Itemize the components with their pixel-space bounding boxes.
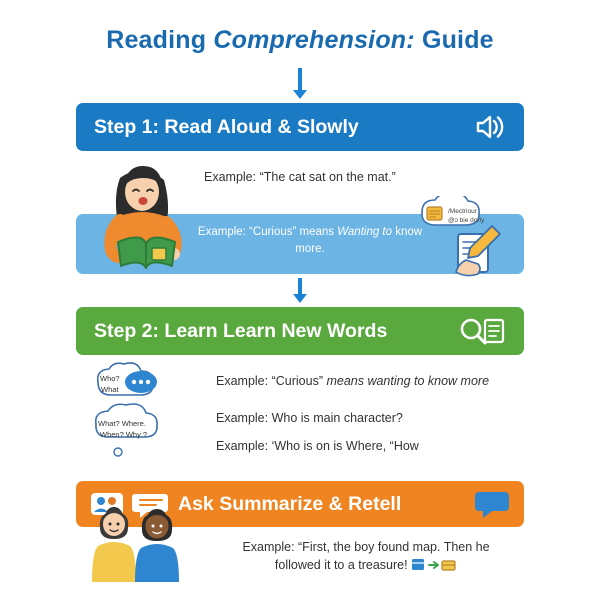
speech-bubble-icon (474, 489, 510, 519)
arrow-down-2 (293, 278, 307, 303)
step-3-example (216, 538, 516, 574)
step-1-example: Example: “The cat sat on the mat.” (204, 170, 396, 184)
kids-illustration (86, 498, 194, 584)
step-2-example-1 (216, 372, 489, 390)
step-2-bar[interactable] (76, 307, 524, 355)
magnifier-list-icon (458, 315, 506, 347)
notes-illustration (408, 196, 512, 282)
strip-text-suffix: know more. (295, 226, 423, 255)
arrow-down-1 (293, 68, 307, 99)
strip-text-italic: Wanting to (337, 226, 393, 238)
step-3-example-line-2 (216, 556, 516, 574)
step-2-label: Step 2: Learn Learn New Words (94, 319, 388, 342)
step-1-bar[interactable] (76, 103, 524, 151)
bubble-2-line-1: What? Where. (98, 419, 146, 428)
step-2-example-2: Example: Who is main character? (216, 411, 403, 425)
strip-text-prefix: Example: “Curious” means (197, 226, 338, 238)
step-2-example-3: Example: ‘Who is on is Where, “How (216, 439, 419, 453)
step-2-example-1-italic: means wanting to know more (326, 374, 490, 388)
title-part-3: Guide (414, 26, 494, 54)
step-1-label: Step 1: Read Aloud & Slowly (94, 115, 359, 138)
title-part-1: Reading (106, 26, 214, 54)
thought-bubbles-illustration (88, 362, 208, 462)
reader-illustration (92, 160, 202, 280)
step-2-example-1-prefix: Example: “Curious” (216, 374, 327, 388)
page-title (0, 26, 600, 55)
note-scribble-line-1: /Μeсtriоur (448, 208, 477, 215)
bubble-1-line-1: Who? (100, 374, 120, 383)
title-part-2: Comprehension: (213, 26, 415, 54)
bubble-2-line-2: When? Why ? (100, 430, 148, 439)
treasure-icons (411, 556, 457, 572)
bubble-1-line-2: What (101, 385, 119, 394)
step-3-example-line-1: Example: “First, the boy found map. Then he (242, 540, 490, 554)
step-1-strip-text (190, 224, 430, 257)
step-3-label: Ask Summarize & Retell (178, 492, 402, 515)
note-scribble-line-2: @ɔ bie dorly (448, 217, 485, 224)
step-3-example-line-2-text: followed it to a treasure! (274, 558, 408, 573)
speaker-icon (472, 112, 506, 142)
